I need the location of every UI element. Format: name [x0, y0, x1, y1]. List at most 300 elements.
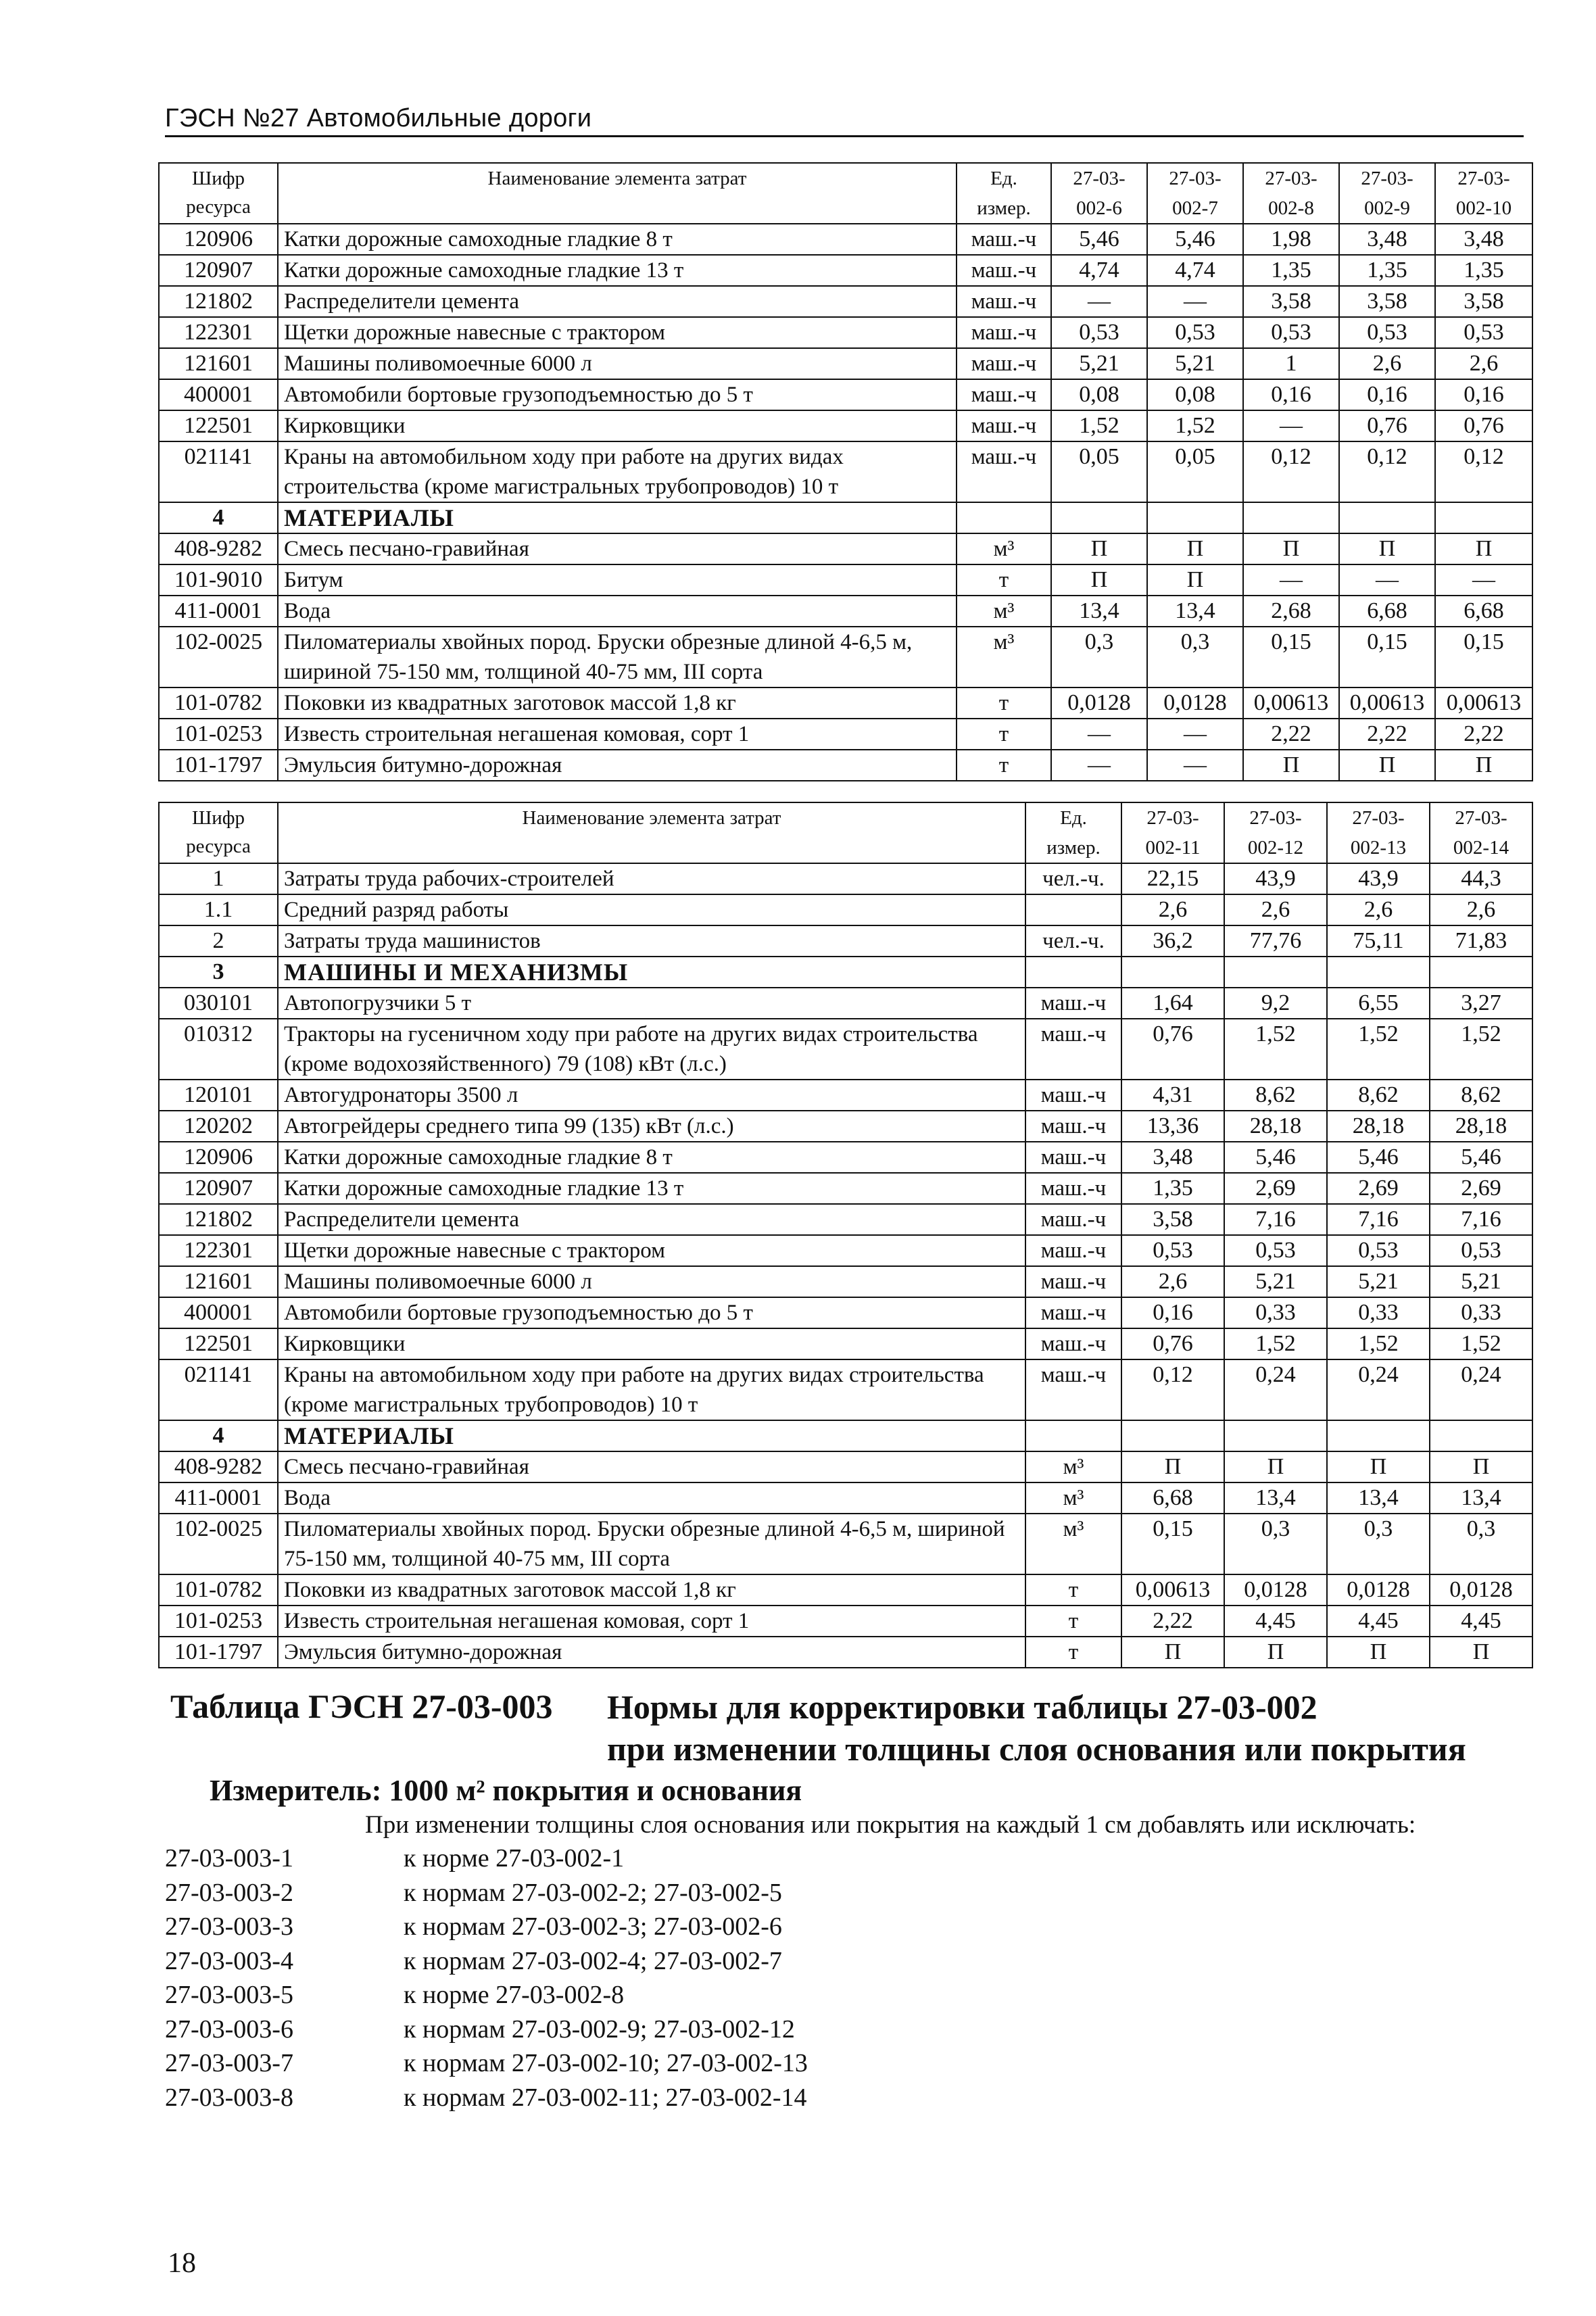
value-cell: 4,74 — [1051, 255, 1147, 286]
page-number: 18 — [168, 2248, 196, 2279]
col-header-norm — [1327, 802, 1430, 863]
value-cell: 0,53 — [1121, 1235, 1224, 1266]
adjustment-code: 27-03-003-4 — [165, 1946, 293, 1975]
table-row — [159, 286, 1532, 317]
table-row — [159, 255, 1532, 286]
value-cell: 0,0128 — [1430, 1574, 1532, 1606]
list-item — [165, 1841, 1179, 1876]
norm-code-line2: 002-6 — [1076, 197, 1122, 219]
resource-name: Распределители цемента — [278, 1204, 1025, 1235]
resource-name: Средний разряд работы — [278, 894, 1025, 925]
value-cell: 0,3 — [1327, 1514, 1430, 1574]
resource-name: Битум — [278, 564, 957, 596]
value-cell: 43,9 — [1327, 863, 1430, 894]
value-cell — [1051, 502, 1147, 533]
resource-name: Затраты труда машинистов — [278, 925, 1025, 957]
adjustment-code: 27-03-003-3 — [165, 1912, 293, 1941]
table-row — [159, 1142, 1532, 1173]
value-cell — [1435, 502, 1532, 533]
value-cell: 5,46 — [1327, 1142, 1430, 1173]
resource-code: 120101 — [159, 1080, 278, 1111]
value-cell: — — [1339, 564, 1435, 596]
resource-code: 101-1797 — [159, 1637, 278, 1668]
list-item — [165, 1910, 1179, 1944]
col-header-norm — [1243, 163, 1339, 224]
value-cell: 77,76 — [1224, 925, 1327, 957]
value-cell: 5,21 — [1327, 1266, 1430, 1297]
resource-name: Известь строительная негашеная комовая, сорт 1 — [278, 719, 957, 750]
adjustment-reference: к нормам 27-03-002-3; 27-03-002-6 — [404, 1912, 782, 1941]
unit-cell: т — [957, 750, 1051, 781]
unit-cell: маш.-ч — [957, 286, 1051, 317]
col-header-code — [159, 802, 278, 863]
value-cell: 5,46 — [1147, 224, 1243, 255]
value-cell: 28,18 — [1430, 1111, 1532, 1142]
resource-code: 411-0001 — [159, 596, 278, 627]
value-cell: 1,35 — [1435, 255, 1532, 286]
value-cell: 2,68 — [1243, 596, 1339, 627]
col-header-code-line1: Шифр — [191, 807, 245, 829]
value-cell: 1,35 — [1243, 255, 1339, 286]
list-item — [165, 1978, 1179, 2012]
adjustment-intro: При изменении толщины слоя основания или покрытия на каждый 1 см добавлять или исключать: — [365, 1811, 1416, 1839]
resource-name: Вода — [278, 596, 957, 627]
value-cell: П — [1051, 564, 1147, 596]
table-row — [159, 317, 1532, 348]
col-header-norm — [1224, 802, 1327, 863]
unit-cell: маш.-ч — [957, 224, 1051, 255]
col-header-code — [159, 163, 278, 224]
resource-name: Эмульсия битумно-дорожная — [278, 1637, 1025, 1668]
value-cell: 6,68 — [1121, 1482, 1224, 1514]
unit-cell: м³ — [1025, 1451, 1121, 1482]
value-cell: 0,53 — [1051, 317, 1147, 348]
value-cell: 3,58 — [1121, 1204, 1224, 1235]
value-cell: 0,12 — [1435, 441, 1532, 502]
resource-name: Машины поливомоечные 6000 л — [278, 1266, 1025, 1297]
value-cell: П — [1121, 1637, 1224, 1668]
norm-code-line1: 27-03- — [1249, 807, 1302, 829]
table-row — [159, 925, 1532, 957]
value-cell: 0,76 — [1339, 410, 1435, 441]
value-cell: 1,64 — [1121, 988, 1224, 1019]
value-cell: 0,15 — [1435, 627, 1532, 687]
table-row — [159, 410, 1532, 441]
value-cell: 2,6 — [1224, 894, 1327, 925]
table-title-line1: Нормы для корректировки таблицы 27-03-002 — [607, 1688, 1317, 1726]
resource-code: 121802 — [159, 286, 278, 317]
value-cell: П — [1224, 1451, 1327, 1482]
resource-code: 4 — [159, 502, 278, 533]
value-cell — [1147, 502, 1243, 533]
table-row — [159, 1482, 1532, 1514]
value-cell: — — [1147, 719, 1243, 750]
resource-code: 101-1797 — [159, 750, 278, 781]
norm-code-line1: 27-03- — [1352, 807, 1405, 829]
value-cell: 0,0128 — [1147, 687, 1243, 719]
resource-code: 4 — [159, 1420, 278, 1451]
value-cell: 0,24 — [1327, 1359, 1430, 1420]
value-cell: П — [1147, 564, 1243, 596]
value-cell — [1121, 1420, 1224, 1451]
resource-code: 1 — [159, 863, 278, 894]
unit-cell: м³ — [957, 533, 1051, 564]
resource-code: 101-0782 — [159, 687, 278, 719]
col-header-code-line2: ресурса — [186, 836, 251, 857]
table-row — [159, 596, 1532, 627]
value-cell: 2,69 — [1327, 1173, 1430, 1204]
col-header-name: Наименование элемента затрат — [278, 802, 1025, 863]
resource-name: Краны на автомобильном ходу при работе на других видах строительства (кроме магистральных трубопроводов) 10 т — [278, 1359, 1025, 1420]
list-item — [165, 2046, 1179, 2081]
resource-code: 411-0001 — [159, 1482, 278, 1514]
value-cell: 1,52 — [1147, 410, 1243, 441]
resource-code: 121601 — [159, 1266, 278, 1297]
resource-code: 021141 — [159, 441, 278, 502]
unit-cell: маш.-ч — [1025, 1359, 1121, 1420]
table-row — [159, 1173, 1532, 1204]
value-cell: 0,33 — [1327, 1297, 1430, 1328]
resource-code: 010312 — [159, 1019, 278, 1080]
unit-cell: маш.-ч — [1025, 1142, 1121, 1173]
table-row — [159, 1204, 1532, 1235]
resource-code: 021141 — [159, 1359, 278, 1420]
resource-name: Катки дорожные самоходные гладкие 13 т — [278, 1173, 1025, 1204]
value-cell: П — [1327, 1451, 1430, 1482]
norm-code-line1: 27-03- — [1455, 807, 1507, 829]
value-cell: 0,3 — [1224, 1514, 1327, 1574]
table-row — [159, 1019, 1532, 1080]
value-cell: 71,83 — [1430, 925, 1532, 957]
unit-cell: чел.-ч. — [1025, 925, 1121, 957]
measure-unit: Измеритель: 1000 м² покрытия и основания — [210, 1774, 802, 1807]
resource-name: Вода — [278, 1482, 1025, 1514]
value-cell: П — [1051, 533, 1147, 564]
value-cell: 0,76 — [1121, 1328, 1224, 1359]
resource-code: 120907 — [159, 255, 278, 286]
value-cell: 0,00613 — [1435, 687, 1532, 719]
unit-cell: маш.-ч — [1025, 988, 1121, 1019]
unit-cell: т — [957, 687, 1051, 719]
table-row — [159, 224, 1532, 255]
resource-name: Автопогрузчики 5 т — [278, 988, 1025, 1019]
value-cell: 5,46 — [1051, 224, 1147, 255]
value-cell: 1,35 — [1339, 255, 1435, 286]
resource-name: Автогрейдеры среднего типа 99 (135) кВт (л.с.) — [278, 1111, 1025, 1142]
resource-code: 101-0253 — [159, 719, 278, 750]
value-cell: 5,46 — [1430, 1142, 1532, 1173]
value-cell: 7,16 — [1327, 1204, 1430, 1235]
value-cell: 2,6 — [1121, 894, 1224, 925]
value-cell: 0,3 — [1147, 627, 1243, 687]
adjustment-code: 27-03-003-7 — [165, 2049, 293, 2077]
value-cell: 43,9 — [1224, 863, 1327, 894]
value-cell: — — [1051, 750, 1147, 781]
norm-code-line2: 002-8 — [1268, 197, 1314, 219]
value-cell: 0,00613 — [1339, 687, 1435, 719]
value-cell — [1121, 957, 1224, 988]
resource-code: 101-0253 — [159, 1606, 278, 1637]
resource-code: 2 — [159, 925, 278, 957]
norm-code-line2: 002-14 — [1453, 837, 1509, 859]
table-row — [159, 1328, 1532, 1359]
unit-cell: маш.-ч — [1025, 1235, 1121, 1266]
value-cell: 7,16 — [1224, 1204, 1327, 1235]
adjustment-reference: к нормам 27-03-002-2; 27-03-002-5 — [404, 1878, 782, 1907]
table-row — [159, 1574, 1532, 1606]
value-cell: 2,22 — [1339, 719, 1435, 750]
value-cell — [1430, 957, 1532, 988]
table-row — [159, 1514, 1532, 1574]
value-cell: 75,11 — [1327, 925, 1430, 957]
resource-name: Щетки дорожные навесные с трактором — [278, 317, 957, 348]
value-cell: 44,3 — [1430, 863, 1532, 894]
unit-cell: маш.-ч — [1025, 1111, 1121, 1142]
value-cell: 13,4 — [1051, 596, 1147, 627]
adjustment-reference: к нормам 27-03-002-9; 27-03-002-12 — [404, 2015, 795, 2044]
value-cell: 9,2 — [1224, 988, 1327, 1019]
value-cell: 6,55 — [1327, 988, 1430, 1019]
value-cell: 0,76 — [1121, 1019, 1224, 1080]
unit-cell: маш.-ч — [1025, 1328, 1121, 1359]
resource-name: Щетки дорожные навесные с трактором — [278, 1235, 1025, 1266]
value-cell: 0,76 — [1435, 410, 1532, 441]
value-cell: 3,58 — [1435, 286, 1532, 317]
table-row — [159, 1297, 1532, 1328]
resource-code: 102-0025 — [159, 627, 278, 687]
value-cell: 0,16 — [1243, 379, 1339, 410]
value-cell: П — [1327, 1637, 1430, 1668]
value-cell: П — [1435, 750, 1532, 781]
unit-cell: маш.-ч — [1025, 1266, 1121, 1297]
resource-code: 122501 — [159, 410, 278, 441]
value-cell: 0,12 — [1243, 441, 1339, 502]
table-body — [159, 863, 1532, 1668]
value-cell: 13,36 — [1121, 1111, 1224, 1142]
resource-code: 120202 — [159, 1111, 278, 1142]
value-cell: 13,4 — [1430, 1482, 1532, 1514]
table-row — [159, 863, 1532, 894]
value-cell: — — [1147, 286, 1243, 317]
col-header-code-line1: Шифр — [191, 168, 245, 189]
value-cell: 0,53 — [1339, 317, 1435, 348]
value-cell: 1,52 — [1327, 1328, 1430, 1359]
unit-cell — [1025, 1420, 1121, 1451]
table-title — [607, 1686, 1466, 1770]
value-cell: 28,18 — [1224, 1111, 1327, 1142]
unit-cell: маш.-ч — [1025, 1080, 1121, 1111]
table-row — [159, 687, 1532, 719]
value-cell: П — [1243, 533, 1339, 564]
value-cell: П — [1224, 1637, 1327, 1668]
value-cell: 1,52 — [1224, 1019, 1327, 1080]
norm-code-line2: 002-13 — [1350, 837, 1407, 859]
norm-code-line2: 002-12 — [1247, 837, 1304, 859]
col-header-name: Наименование элемента затрат — [278, 163, 957, 224]
value-cell: П — [1435, 533, 1532, 564]
value-cell: 8,62 — [1327, 1080, 1430, 1111]
table-body — [159, 224, 1532, 781]
value-cell: 2,6 — [1435, 348, 1532, 379]
table-row — [159, 1451, 1532, 1482]
table-row — [159, 719, 1532, 750]
value-cell: 8,62 — [1430, 1080, 1532, 1111]
table-row — [159, 1359, 1532, 1420]
value-cell: 0,16 — [1435, 379, 1532, 410]
norm-code-line2: 002-9 — [1364, 197, 1410, 219]
table-row — [159, 750, 1532, 781]
value-cell: 1,98 — [1243, 224, 1339, 255]
unit-cell: маш.-ч — [957, 441, 1051, 502]
adjustment-list — [165, 1841, 1179, 2115]
unit-cell: т — [1025, 1637, 1121, 1668]
value-cell: 0,3 — [1430, 1514, 1532, 1574]
table-header-row — [159, 163, 1532, 224]
value-cell: 5,21 — [1147, 348, 1243, 379]
list-item — [165, 2081, 1179, 2115]
value-cell: 0,53 — [1147, 317, 1243, 348]
value-cell — [1327, 1420, 1430, 1451]
value-cell: 3,48 — [1435, 224, 1532, 255]
unit-cell: м³ — [957, 627, 1051, 687]
value-cell: 0,33 — [1430, 1297, 1532, 1328]
value-cell: — — [1051, 286, 1147, 317]
section-row — [159, 957, 1532, 988]
value-cell: 28,18 — [1327, 1111, 1430, 1142]
value-cell: 13,4 — [1147, 596, 1243, 627]
value-cell: 5,46 — [1224, 1142, 1327, 1173]
value-cell: 0,53 — [1243, 317, 1339, 348]
value-cell: 3,27 — [1430, 988, 1532, 1019]
value-cell: П — [1121, 1451, 1224, 1482]
value-cell: 1,52 — [1430, 1019, 1532, 1080]
value-cell: 2,6 — [1327, 894, 1430, 925]
adjustment-code: 27-03-003-2 — [165, 1878, 293, 1907]
resource-code: 120906 — [159, 224, 278, 255]
value-cell: 5,21 — [1430, 1266, 1532, 1297]
value-cell: 2,22 — [1121, 1606, 1224, 1637]
norm-code-line1: 27-03- — [1146, 807, 1199, 829]
resource-code: 3 — [159, 957, 278, 988]
col-header-norm — [1051, 163, 1147, 224]
col-header-norm — [1147, 163, 1243, 224]
resource-name: Затраты труда рабочих-строителей — [278, 863, 1025, 894]
value-cell: 4,45 — [1430, 1606, 1532, 1637]
value-cell: 0,08 — [1147, 379, 1243, 410]
resource-name: Машины поливомоечные 6000 л — [278, 348, 957, 379]
table-row — [159, 1080, 1532, 1111]
value-cell: П — [1243, 750, 1339, 781]
resource-code: 120907 — [159, 1173, 278, 1204]
table-row — [159, 1266, 1532, 1297]
unit-cell: маш.-ч — [957, 255, 1051, 286]
running-head: ГЭСН №27 Автомобильные дороги — [165, 103, 1524, 137]
value-cell: 0,05 — [1147, 441, 1243, 502]
value-cell: П — [1339, 533, 1435, 564]
resource-name: Автогудронаторы 3500 л — [278, 1080, 1025, 1111]
table-row — [159, 1606, 1532, 1637]
value-cell: — — [1051, 719, 1147, 750]
unit-cell — [957, 502, 1051, 533]
norm-code-line2: 002-7 — [1172, 197, 1218, 219]
table-label: Таблица ГЭСН 27-03-003 — [170, 1687, 553, 1725]
resource-name: Автомобили бортовые грузоподъемностью до 5 т — [278, 1297, 1025, 1328]
value-cell: 0,33 — [1224, 1297, 1327, 1328]
value-cell: 0,3 — [1051, 627, 1147, 687]
adjustment-reference: к норме 27-03-002-1 — [404, 1844, 625, 1873]
adjustment-reference: к норме 27-03-002-8 — [404, 1981, 625, 2009]
unit-cell: м³ — [957, 596, 1051, 627]
value-cell: 0,00613 — [1121, 1574, 1224, 1606]
value-cell: — — [1435, 564, 1532, 596]
value-cell: 0,12 — [1121, 1359, 1224, 1420]
resource-code: 400001 — [159, 379, 278, 410]
value-cell: 0,24 — [1224, 1359, 1327, 1420]
unit-cell: чел.-ч. — [1025, 863, 1121, 894]
resource-code: 101-9010 — [159, 564, 278, 596]
resource-table-a — [158, 162, 1533, 781]
value-cell: 2,22 — [1435, 719, 1532, 750]
value-cell: 3,58 — [1339, 286, 1435, 317]
table-header-row — [159, 802, 1532, 863]
resource-name: Известь строительная негашеная комовая, сорт 1 — [278, 1606, 1025, 1637]
adjustment-reference: к нормам 27-03-002-10; 27-03-002-13 — [404, 2049, 808, 2077]
value-cell: П — [1430, 1451, 1532, 1482]
table-row — [159, 1235, 1532, 1266]
value-cell: 0,12 — [1339, 441, 1435, 502]
value-cell: 0,53 — [1435, 317, 1532, 348]
table-row — [159, 441, 1532, 502]
value-cell: 2,6 — [1121, 1266, 1224, 1297]
unit-cell — [1025, 957, 1121, 988]
unit-cell: маш.-ч — [1025, 1173, 1121, 1204]
table-row — [159, 533, 1532, 564]
resource-name: Автомобили бортовые грузоподъемностью до 5 т — [278, 379, 957, 410]
resource-name: МАТЕРИАЛЫ — [278, 502, 957, 533]
value-cell: 5,21 — [1051, 348, 1147, 379]
value-cell: 7,16 — [1430, 1204, 1532, 1235]
value-cell: 1,52 — [1327, 1019, 1430, 1080]
resource-name: Поковки из квадратных заготовок массой 1,8 кг — [278, 1574, 1025, 1606]
adjustment-code: 27-03-003-8 — [165, 2083, 293, 2112]
value-cell: 2,22 — [1243, 719, 1339, 750]
value-cell: 4,31 — [1121, 1080, 1224, 1111]
resource-name: Пиломатериалы хвойных пород. Бруски обрезные длиной 4-6,5 м, шириной 75-150 мм, толщиной 40-75 мм, III сорта — [278, 1514, 1025, 1574]
norm-code-line1: 27-03- — [1073, 168, 1126, 189]
value-cell: 0,0128 — [1327, 1574, 1430, 1606]
col-header-norm — [1435, 163, 1532, 224]
section-row — [159, 1420, 1532, 1451]
value-cell: 2,69 — [1224, 1173, 1327, 1204]
resource-name: Пиломатериалы хвойных пород. Бруски обрезные длиной 4-6,5 м, шириной 75-150 мм, толщиной 40-75 мм, III сорта — [278, 627, 957, 687]
resource-name: МАТЕРИАЛЫ — [278, 1420, 1025, 1451]
col-header-norm — [1339, 163, 1435, 224]
col-header-unit: Ед. измер. — [1025, 802, 1121, 863]
value-cell: 5,21 — [1224, 1266, 1327, 1297]
value-cell: П — [1339, 750, 1435, 781]
unit-cell: маш.-ч — [1025, 1019, 1121, 1080]
value-cell: 0,53 — [1327, 1235, 1430, 1266]
value-cell: П — [1430, 1637, 1532, 1668]
value-cell — [1243, 502, 1339, 533]
value-cell: 0,00613 — [1243, 687, 1339, 719]
table-row — [159, 348, 1532, 379]
value-cell: 22,15 — [1121, 863, 1224, 894]
value-cell: 3,58 — [1243, 286, 1339, 317]
value-cell: 13,4 — [1327, 1482, 1430, 1514]
col-header-norm — [1121, 802, 1224, 863]
value-cell — [1430, 1420, 1532, 1451]
